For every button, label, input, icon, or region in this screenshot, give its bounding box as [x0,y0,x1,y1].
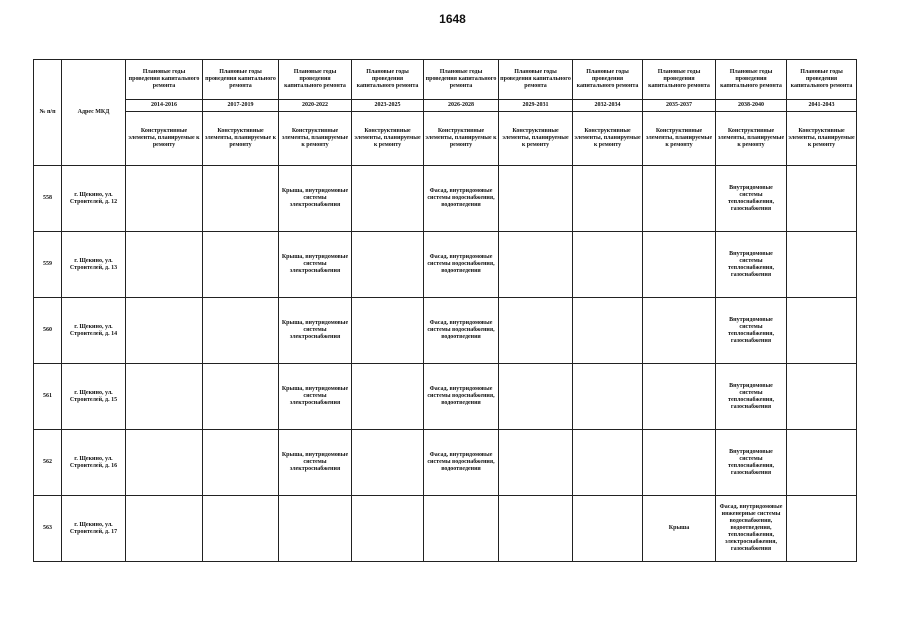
table-row [34,298,857,364]
period-heading: Плановые годы проведения капитального ремонта [279,60,352,100]
period-years: 2029-2031 [499,100,573,112]
table-cell [573,430,643,496]
period-years: 2026-2028 [424,100,499,112]
period-heading: Плановые годы проведения капитального ремонта [716,60,787,100]
period-heading: Плановые годы проведения капитального ремонта [424,60,499,100]
period-heading: Плановые годы проведения капитального ремонта [787,60,857,100]
table-row [34,232,857,298]
table-cell [573,364,643,430]
period-years: 2041-2043 [787,100,857,112]
period-subheading: Конструктивные элементы, планируемые к ремонту [573,112,643,166]
table-cell [352,364,424,430]
table-cell [499,496,573,562]
period-subheading: Конструктивные элементы, планируемые к ремонту [424,112,499,166]
table-cell [126,364,203,430]
row-address: г. Щекино, ул. Строителей, д. 16 [62,430,126,496]
table-cell: Внутридомовые системы теплоснабжения, газоснабжения [716,430,787,496]
table-cell [126,232,203,298]
table-cell [126,430,203,496]
period-subheading: Конструктивные элементы, планируемые к ремонту [126,112,203,166]
table-row [34,430,857,496]
period-years: 2038-2040 [716,100,787,112]
period-subheading: Конструктивные элементы, планируемые к ремонту [643,112,716,166]
row-number: 559 [34,232,62,298]
table-cell [499,364,573,430]
period-heading: Плановые годы проведения капитального ремонта [203,60,279,100]
table-cell: Крыша, внутридомовые системы электроснабжения [279,298,352,364]
header-number: № п/п [34,60,62,166]
header-row-years [34,100,857,112]
table-cell [203,364,279,430]
table-cell [643,232,716,298]
period-heading: Плановые годы проведения капитального ремонта [643,60,716,100]
table-cell [352,232,424,298]
table-cell: Фасад, внутридомовые системы водоснабжения, водоотведения [424,298,499,364]
table-cell [203,496,279,562]
table-cell [643,166,716,232]
row-number: 563 [34,496,62,562]
table-cell [352,496,424,562]
table-cell [573,166,643,232]
table-cell [352,166,424,232]
period-subheading: Конструктивные элементы, планируемые к ремонту [499,112,573,166]
table-cell: Внутридомовые системы теплоснабжения, газоснабжения [716,232,787,298]
period-years: 2023-2025 [352,100,424,112]
table-row [34,166,857,232]
row-address: г. Щекино, ул. Строителей, д. 15 [62,364,126,430]
period-heading: Плановые годы проведения капитального ремонта [352,60,424,100]
row-address: г. Щекино, ул. Строителей, д. 14 [62,298,126,364]
table-cell [573,496,643,562]
period-years: 2014-2016 [126,100,203,112]
period-heading: Плановые годы проведения капитального ремонта [126,60,203,100]
table-cell: Внутридомовые системы теплоснабжения, газоснабжения [716,166,787,232]
table-cell [573,232,643,298]
row-address: г. Щекино, ул. Строителей, д. 13 [62,232,126,298]
table-cell [787,496,857,562]
table-cell [499,298,573,364]
table-cell [126,496,203,562]
table-row [34,496,857,562]
page-number: 1648 [439,12,466,26]
table-cell [352,430,424,496]
table-cell: Внутридомовые системы теплоснабжения, газоснабжения [716,364,787,430]
table-cell [573,298,643,364]
table-cell [126,298,203,364]
table-cell [499,232,573,298]
table-cell: Фасад, внутридомовые системы водоснабжения, водоотведения [424,166,499,232]
table-cell [643,430,716,496]
table-cell: Внутридомовые системы теплоснабжения, газоснабжения [716,298,787,364]
period-years: 2032-2034 [573,100,643,112]
period-heading: Плановые годы проведения капитального ремонта [573,60,643,100]
table-cell [787,232,857,298]
table-cell [203,166,279,232]
period-heading: Плановые годы проведения капитального ремонта [499,60,573,100]
period-years: 2035-2037 [643,100,716,112]
table-cell: Фасад, внутридомовые системы водоснабжения, водоотведения [424,430,499,496]
period-years: 2017-2019 [203,100,279,112]
row-number: 562 [34,430,62,496]
header-address: Адрес МКД [62,60,126,166]
table-cell [787,430,857,496]
table-cell [499,430,573,496]
table-cell [203,430,279,496]
period-years: 2020-2022 [279,100,352,112]
period-subheading: Конструктивные элементы, планируемые к ремонту [279,112,352,166]
table-cell [203,298,279,364]
period-subheading: Конструктивные элементы, планируемые к ремонту [203,112,279,166]
table-cell: Крыша, внутридомовые системы электроснабжения [279,364,352,430]
period-subheading: Конструктивные элементы, планируемые к ремонту [716,112,787,166]
row-address: г. Щекино, ул. Строителей, д. 17 [62,496,126,562]
table-cell [787,166,857,232]
table-cell: Крыша [643,496,716,562]
table-cell [424,496,499,562]
table-cell: Крыша, внутридомовые системы электроснабжения [279,430,352,496]
table-cell [643,364,716,430]
row-number: 558 [34,166,62,232]
row-number: 560 [34,298,62,364]
table-cell: Крыша, внутридомовые системы электроснабжения [279,166,352,232]
table-cell [203,232,279,298]
table-cell [352,298,424,364]
table-row [34,364,857,430]
table-cell: Фасад, внутридомовые инженерные системы водоснабжения, водоотведения, теплоснабжения, электроснабжения, газоснабжения [716,496,787,562]
table-cell: Фасад, внутридомовые системы водоснабжения, водоотведения [424,364,499,430]
table-cell [126,166,203,232]
table-cell: Фасад, внутридомовые системы водоснабжения, водоотведения [424,232,499,298]
header-row-headings [34,60,857,100]
table-cell [279,496,352,562]
period-subheading: Конструктивные элементы, планируемые к ремонту [352,112,424,166]
row-address: г. Щекино, ул. Строителей, д. 12 [62,166,126,232]
table-cell [787,364,857,430]
table-cell [643,298,716,364]
header-row-elements [34,112,857,166]
repair-schedule-table [33,59,857,562]
period-subheading: Конструктивные элементы, планируемые к ремонту [787,112,857,166]
table-cell [787,298,857,364]
row-number: 561 [34,364,62,430]
table-cell [499,166,573,232]
table-cell: Крыша, внутридомовые системы электроснабжения [279,232,352,298]
